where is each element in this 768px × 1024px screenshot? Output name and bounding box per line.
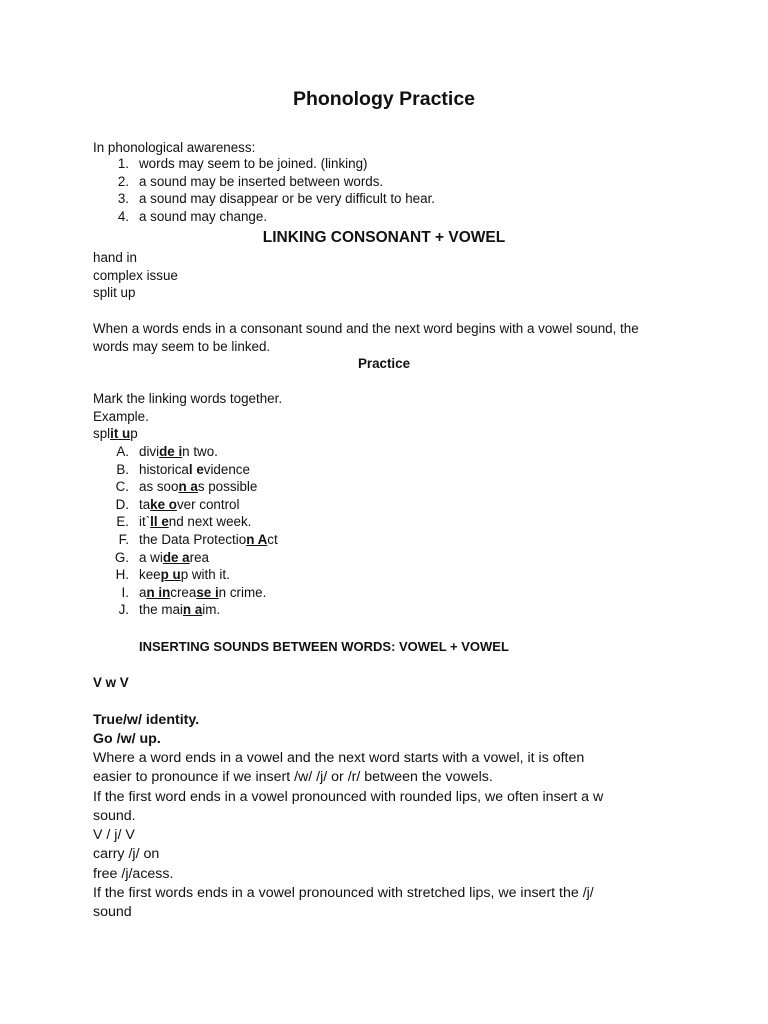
- inserting-heading: INSERTING SOUNDS BETWEEN WORDS: VOWEL + VOWEL: [139, 639, 509, 654]
- insert-example-2: Go /w/ up.: [93, 731, 161, 747]
- linked-sound: n A: [246, 531, 268, 547]
- exercise-item: H. keep up with it.: [115, 567, 230, 583]
- linked-sound: n in: [146, 584, 171, 600]
- linked-sound: de a: [162, 549, 190, 565]
- inserting-line-6: carry /j/ on: [93, 846, 160, 862]
- inserting-line-9: sound: [93, 904, 132, 920]
- list-item: 2. a sound may be inserted between words.: [117, 173, 384, 189]
- linking-heading: LINKING CONSONANT + VOWEL: [262, 229, 506, 246]
- intro-list: [93, 155, 593, 225]
- linked-sound: de i: [159, 444, 183, 459]
- vwv-pattern: V w V: [93, 675, 129, 690]
- example-phrase: split up: [93, 426, 138, 441]
- inserting-line-8: If the first words ends in a vowel pronounced with stretched lips, we insert the /j/: [93, 885, 594, 901]
- linking-example-3: split up: [93, 285, 136, 300]
- exercise-item: F. the Data Protection Act: [118, 531, 278, 547]
- inserting-line-4: sound.: [93, 808, 136, 824]
- linked-sound: n a: [178, 479, 198, 495]
- linked-sound: p u: [160, 567, 181, 583]
- inserting-line-2: easier to pronounce if we insert /w/ /j/ or /r/ between the vowels.: [93, 769, 493, 785]
- practice-instruction: Mark the linking words together.: [93, 391, 283, 406]
- exercise-item: J. the main aim.: [118, 602, 221, 618]
- list-item: 4. a sound may change.: [117, 208, 268, 224]
- linking-example-1: hand in: [93, 250, 137, 265]
- linking-example-2: complex issue: [93, 268, 178, 283]
- insert-example-1: True/w/ identity.: [93, 712, 200, 728]
- exercise-item: I. an increase in crime.: [121, 584, 267, 600]
- linked-sound: ll e: [150, 514, 169, 530]
- linking-explanation-line-2: words may seem to be linked.: [93, 339, 271, 354]
- list-item: 1. words may seem to be joined. (linking): [117, 156, 368, 171]
- exercise-item: A. divide in two.: [116, 444, 218, 459]
- linked-sound: n a: [182, 602, 203, 618]
- practice-heading: Practice: [357, 356, 411, 371]
- intro-lead: In phonological awareness:: [93, 140, 256, 155]
- inserting-line-7: free /j/acess.: [93, 866, 174, 882]
- exercise-item: G. a wide area: [114, 549, 209, 565]
- exercise-item: E. it`ll end next week.: [116, 514, 252, 530]
- linked-sound: l e: [188, 461, 204, 477]
- exercise-item: D. take over control: [115, 496, 240, 512]
- exercise-list: [93, 443, 593, 619]
- inserting-line-1: Where a word ends in a vowel and the next word starts with a vowel, it is often: [93, 750, 585, 766]
- page-title: Phonology Practice: [292, 88, 476, 110]
- linking-explanation-line-1: When a words ends in a consonant sound and the next word begins with a vowel sound, the: [93, 321, 639, 336]
- inserting-line-3: If the first word ends in a vowel pronounced with rounded lips, we often insert a w: [93, 789, 604, 805]
- inserting-line-5: V / j/ V: [93, 827, 135, 843]
- linked-sound: it u: [110, 426, 131, 441]
- linked-sound: se i: [196, 584, 219, 600]
- exercise-item: B. historical evidence: [116, 461, 250, 477]
- example-label: Example.: [93, 409, 149, 424]
- list-item: 3. a sound may disappear or be very difficult to hear.: [117, 191, 436, 207]
- exercise-item: C. as soon as possible: [115, 479, 258, 495]
- linked-sound: ke o: [150, 496, 177, 512]
